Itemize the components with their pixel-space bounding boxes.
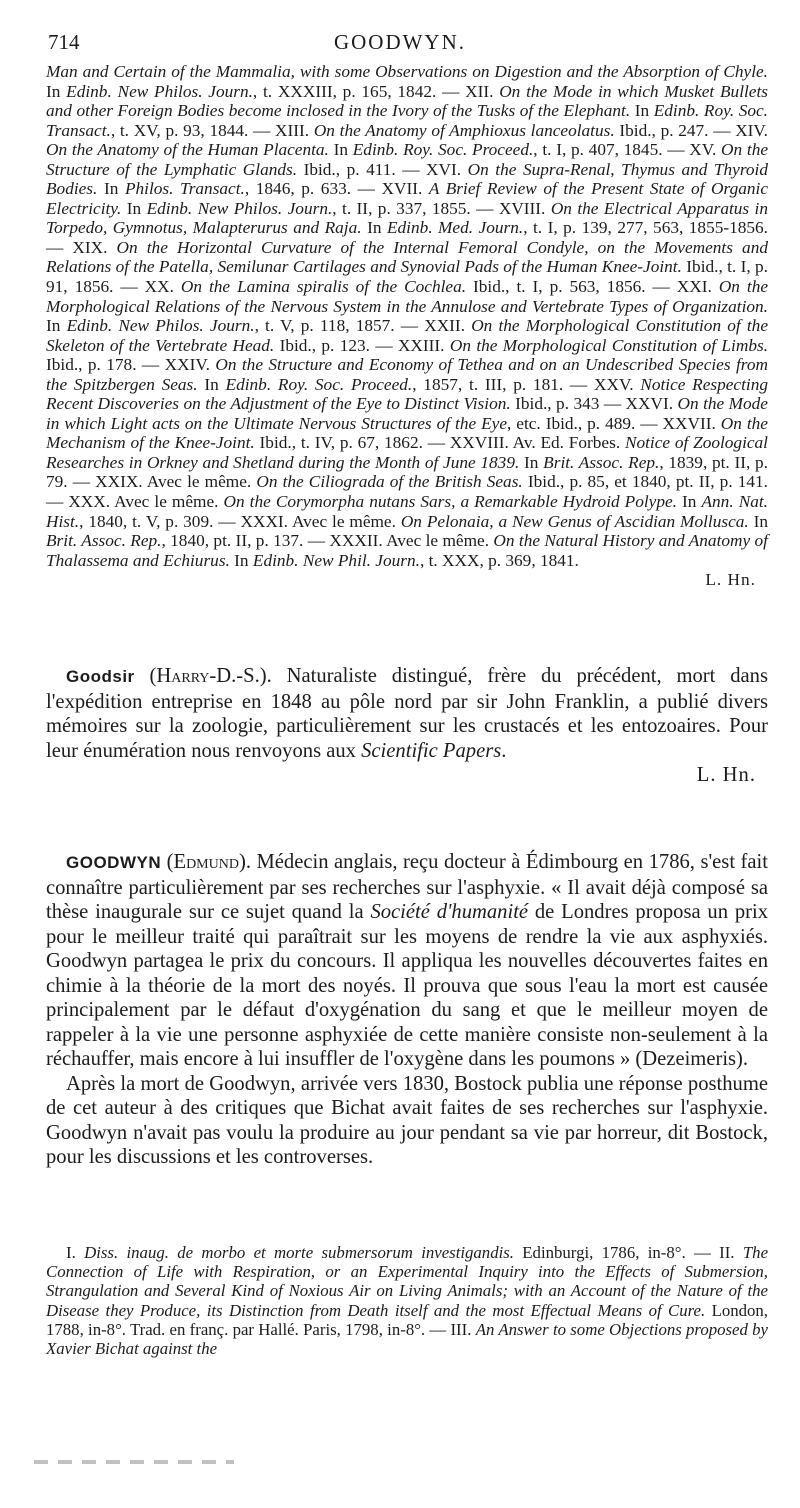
- bibliography-text: [46, 62, 768, 570]
- goodsir-text-end: .: [501, 739, 507, 762]
- citation-title: On the Lamina spiralis of the Cochlea.: [180, 277, 467, 297]
- goodsir-reference: Scientific Papers: [361, 739, 502, 762]
- citation-text: , 1840, t. V, p. 309. — XXXI. Avec le même.: [79, 511, 401, 531]
- citation-text: Ibid., t. I, p. 563, 1856. — XXI.: [466, 277, 719, 297]
- goodsir-signature: L. Hn.: [696, 764, 756, 786]
- citation-title: On the Anatomy of Amphioxus lanceolatus.: [313, 120, 615, 140]
- citation-title: Brit. Assoc. Rep.: [46, 531, 162, 551]
- citation-text: , t. XV, p. 93, 1844. — XIII.: [110, 120, 314, 140]
- citation-title: On the Mode in which Musket Bullets and other Foreign Bodies become inclosed in the Ivory of the Tusks of the Elephant.: [46, 81, 768, 121]
- citation-title: On the Structure of the Lymphatic Glands.: [46, 140, 769, 179]
- citation-text: In: [519, 452, 544, 472]
- citation-title: On the Morphological Constitution of the Skeleton of the Vertebrate Head.: [46, 316, 768, 355]
- goodwyn-text: . Médecin anglais, reçu docteur à Édimbourg en 1786, s'est fait connaître particulièrement par ses recherches sur l'asphyxie. « Il avait déjà composé sa thèse inaugurale sur ce sujet quand la: [46, 851, 768, 923]
- citation-text: Ibid., p. 123. — XXIII.: [274, 335, 450, 355]
- citation-text: In: [630, 101, 654, 121]
- citation-title: On the Mode in which Light acts on the Ultimate Nervous Structures of the Eye: [46, 394, 768, 433]
- citation-title: On the Ciliograda of the British Seas.: [256, 472, 523, 492]
- running-head: [40, 30, 760, 58]
- citation-text: In: [46, 316, 67, 336]
- citation-title: Brit. Assoc. Rep.: [543, 452, 660, 472]
- citation-title: Edinb. Roy. Soc. Transact.: [46, 101, 768, 140]
- citation-title: On the Mechanism of the Knee-Joint.: [46, 413, 768, 453]
- citation-text: Ibid., p. 85, et 1840, pt. II, p. 141. — XXX. Avec le même.: [46, 472, 768, 512]
- goodwyn-given-name: Edmund: [173, 851, 239, 873]
- citation-text: In: [229, 550, 253, 570]
- citation-text: , 1840, pt. II, p. 137. — XXXII. Avec le même.: [161, 531, 494, 551]
- citation-text: London, 1788, in-8°. Trad. en franç. par Hallé. Paris, 1798, in-8°. — III.: [46, 1300, 768, 1339]
- goodwyn-works: [46, 1243, 768, 1358]
- citation-title: Edinb. Med. Journ.: [386, 218, 524, 238]
- citation-text: In: [46, 81, 67, 101]
- citation-title: An Answer to some Objections proposed by Xavier Bichat against the: [46, 1319, 768, 1359]
- goodsir-entry: [46, 664, 768, 788]
- bibliography-continuation: [46, 62, 768, 590]
- citation-text: , t. II, p. 337, 1855. — XVIII.: [332, 198, 551, 218]
- works-list: [46, 1243, 768, 1358]
- goodsir-name: Goodsir: [66, 667, 135, 686]
- citation-title: Edinb. New Philos. Journ.: [66, 316, 255, 336]
- goodwyn-entry: [46, 850, 768, 1170]
- citation-text: , 1857, t. III, p. 181. — XXV.: [412, 374, 641, 394]
- goodwyn-paragraph-2: Après la mort de Goodwyn, arrivée vers 1830, Bostock publia une réponse posthume de cet auteur à des critiques que Bichat avait faites de ses recherches sur l'asphyxie. Goodwyn n'avait pas voulu la produire au jour pendant sa vie par horreur, dit Bostock, pour les discussions et les controverses.: [46, 1072, 768, 1168]
- citation-text: In: [121, 198, 147, 218]
- citation-text: Ibid., t. I, p. 91, 1856. — XX.: [46, 257, 769, 297]
- goodsir-paragraph: Goodsir (Harry-D.-S.). Naturaliste distingué, frère du précédent, mort dans l'expédition entreprise en 1848 au pôle nord par sir John Franklin, a publié divers mémoires sur la zoologie, particulièrement sur les crustacés et les entozoaires. Pour leur énumération nous renvoyons aux Scientific Papers.: [46, 665, 768, 762]
- bibliography-signature: L. Hn.: [705, 570, 756, 590]
- goodwyn-paragraph-1: GOODWYN (Edmund). Médecin anglais, reçu docteur à Édimbourg en 1786, s'est fait connaître particulièrement par ses recherches sur l'asphyxie. « Il avait déjà composé sa thèse inaugurale sur ce sujet quand la Société d'humanité de Londres proposa un prix pour le meilleur traité qui paraîtrait sur les moyens de rendre la vie aux asphyxiés. Goodwyn partagea le prix du concours. Il appliqua les nouvelles découvertes faites en chimie à la théorie de la mort des noyés. Il prouva que sous l'eau la mort est causée principalement par le défaut d'oxygénation du sang et que le meilleur moyen de rappeler à la vie une personne asphyxiée de cette manière consiste non-seulement à la réchauffer, mais encore à lui insuffler de l'oxygène dans les poumons » (Dezeimeris).: [46, 851, 768, 1070]
- citation-title: Edinb. New Philos. Journ.: [66, 81, 253, 101]
- citation-title: A Brief Review of the Present State of Organic Electricity.: [46, 179, 768, 218]
- citation-title: Philos. Transact.: [124, 179, 245, 199]
- citation-title: Diss. inaug. de morbo et morte submersorum investigandis.: [84, 1243, 514, 1262]
- citation-title: Edinb. New Philos. Journ.: [146, 198, 333, 218]
- goodwyn-text-continued: de Londres proposa un prix pour le meilleur traité qui paraîtrait sur les moyens de rendre la vie aux asphyxiés. Goodwyn partagea le prix du concours. Il appliqua les nouvelles découvertes faites en chimie à la théorie de la mort des noyés. Il prouva que sous l'eau la mort est causée principalement par le défaut d'oxygénation du sang et que le meilleur moyen de rappeler à la vie une personne asphyxiée de cette manière consiste non-seulement à la réchauffer, mais encore à lui insuffler de l'oxygène dans les poumons » (Dezeimeris).: [46, 901, 768, 1070]
- citation-text: I.: [66, 1243, 85, 1262]
- citation-title: Notice Respecting Recent Discoveries on the Adjustment of the Eye to Distinct Vision.: [46, 374, 768, 414]
- citation-title: On the Morphological Constitution of Limbs.: [449, 335, 769, 355]
- citation-text: Ibid., p. 178. — XXIV.: [46, 355, 216, 375]
- citation-text: , 1839, pt. II, p. 79. — XXIX. Avec le même.: [46, 452, 768, 492]
- goodwyn-name: GOODWYN: [66, 853, 162, 872]
- citation-text: , t. XXXIII, p. 165, 1842. — XII.: [252, 81, 500, 101]
- citation-title: On the Electrical Apparatus in Torpedo, Gymnotus, Malapterurus and Raja.: [46, 198, 768, 238]
- citation-text: In: [748, 511, 768, 531]
- citation-text: Ibid., p. 247. — XIV.: [614, 120, 769, 140]
- citation-text: Ibid., p. 411. — XVI.: [297, 159, 468, 179]
- citation-title: The Connection of Life with Respiration, or an Experimental Inquiry into the Effects of Submersion, Strangulation and Several Kind of Noxious Air on Living Animals; with an Account of the Nature of the Disease they Produce, its Distinction from Death itself and the most Effectual Means of Cure.: [46, 1243, 769, 1320]
- citation-title: On the Structure and Economy of Tethea and on an Undescribed Species from the Spitzbergen Seas.: [46, 355, 768, 394]
- citation-title: On Pelonaia, a New Genus of Ascidian Mollusca.: [400, 511, 749, 531]
- citation-text: , t. I, p. 407, 1845. — XV.: [533, 140, 722, 160]
- citation-title: Ann. Nat. Hist.: [46, 492, 768, 531]
- citation-title: Notice of Zoological Researches in Orkney and Shetland during the Month of June 1839.: [46, 433, 768, 472]
- citation-title: On the Anatomy of the Human Placenta.: [46, 140, 329, 160]
- goodwyn-society: Société d'humanité: [370, 901, 529, 923]
- citation-text: , t. XXX, p. 369, 1841.: [419, 550, 579, 570]
- citation-text: Edinburgi, 1786, in-8°. — II.: [513, 1243, 743, 1262]
- citation-text: In: [328, 140, 353, 160]
- citation-text: In: [361, 218, 387, 238]
- citation-text: , t. I, p. 139, 277, 563, 1855-1856. — XIX.: [46, 218, 768, 257]
- citation-title: Man and Certain of the Mammalia, with some Observations on Digestion and the Absorption of Chyle.: [46, 62, 768, 81]
- citation-text: In: [676, 492, 702, 512]
- running-title: GOODWYN.: [333, 30, 467, 54]
- citation-text: In: [197, 374, 226, 394]
- citation-title: On the Corymorpha nutans Sars, a Remarkable Hydroid Polype.: [223, 492, 677, 512]
- citation-text: Ibid., p. 343 — XXVI.: [510, 394, 678, 414]
- citation-text: , etc. Ibid., p. 489. — XXVII.: [507, 413, 721, 433]
- citation-title: Edinb. Roy. Soc. Proceed.: [225, 374, 413, 394]
- citation-title: On the Morphological Relations of the Nervous System in the Annulose and Vertebrate Types of Organization.: [46, 277, 769, 316]
- citation-title: On the Natural History and Anatomy of Thalassema and Echiurus.: [46, 531, 768, 570]
- page-number: 714: [48, 30, 80, 54]
- citation-title: Edinb. New Phil. Journ.: [252, 550, 420, 570]
- citation-text: , t. V, p. 118, 1857. — XXII.: [254, 316, 472, 336]
- citation-text: Ibid., t. IV, p. 67, 1862. — XXVIII. Av. Ed. Forbes.: [254, 433, 625, 453]
- footer-smudge: [34, 1460, 234, 1464]
- goodsir-given-name: Harry-D.-S.: [156, 665, 260, 687]
- citation-title: On the Horizontal Curvature of the Internal Femoral Condyle, on the Movements and Relations of the Patella, Semilunar Cartilages and Synovial Pads of the Human Knee-Joint.: [46, 237, 768, 277]
- goodsir-text: . Naturaliste distingué, frère du précédent, mort dans l'expédition entreprise en 1848 au pôle nord par sir John Franklin, a publié divers mémoires sur la zoologie, particulièrement sur les crustacés et les entozoaires. Pour leur énumération nous renvoyons aux: [46, 665, 768, 762]
- citation-text: , 1846, p. 633. — XVII.: [244, 179, 429, 199]
- citation-title: Edinb. Roy. Soc. Proceed.: [352, 140, 534, 160]
- citation-title: On the Supra-Renal, Thymus and Thyroid Bodies.: [46, 159, 768, 199]
- citation-text: In: [97, 179, 125, 199]
